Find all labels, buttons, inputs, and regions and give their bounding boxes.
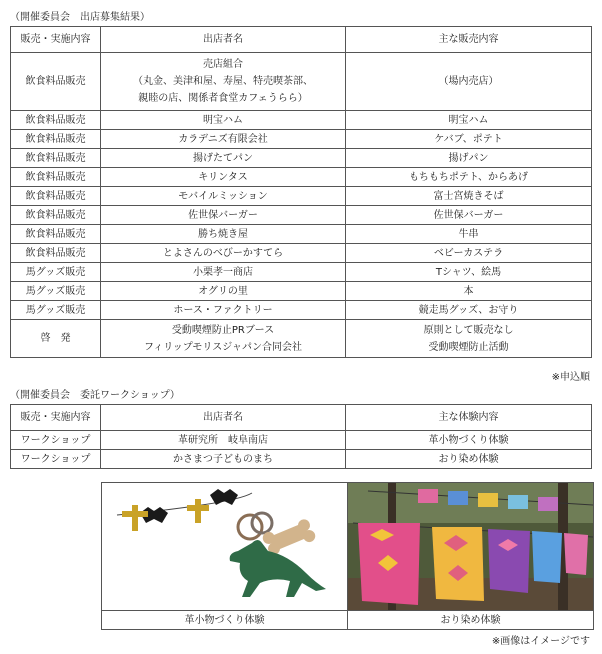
content-line: 原則として販売なし: [423, 324, 514, 336]
photo-captions: [102, 610, 593, 630]
cell-vendor: オグリの里: [101, 282, 346, 301]
leather-craft-photo: [102, 483, 348, 610]
cell-content: 佐世保バーガー: [346, 206, 592, 225]
key-ring: [238, 515, 262, 539]
cell-vendor: [101, 53, 346, 111]
dyed-cloth: [564, 533, 588, 575]
dyed-cloth: [488, 529, 530, 593]
table-row: [11, 168, 592, 187]
cell-content: 競走馬グッズ、お守り: [346, 301, 592, 320]
header-category: 販売・実施内容: [11, 27, 101, 53]
cell-vendor: [101, 320, 346, 358]
dyed-cloth: [532, 531, 562, 583]
table-row: [11, 130, 592, 149]
cell-vendor: とよさんのべびーかすてら: [101, 244, 346, 263]
header-content: 主な販売内容: [346, 27, 592, 53]
cell-category: 飲食料品販売: [11, 206, 101, 225]
cell-content: 揚げパン: [346, 149, 592, 168]
vendor-results-table: [10, 26, 592, 358]
header-content: 主な体験内容: [346, 405, 592, 431]
table-row: [11, 431, 592, 450]
vendor-line: フィリップモリスジャパン合同会社: [144, 341, 302, 353]
table-row: [11, 111, 592, 130]
section2-heading: （開催委員会 委託ワークショップ）: [10, 390, 180, 401]
cell-content: もちもちポテト、からあげ: [346, 168, 592, 187]
table-row: [11, 187, 592, 206]
cell-vendor: 佐世保バーガー: [101, 206, 346, 225]
section1-heading: （開催委員会 出店募集結果）: [10, 12, 150, 23]
vendor-line: 親睦の店、関係者食堂カフェうらら）: [138, 93, 308, 104]
content-line: 受動喫煙防止活動: [428, 341, 509, 353]
cell-content: （場内売店）: [346, 53, 592, 111]
cell-content: Tシャツ、絵馬: [346, 263, 592, 282]
cell-category: 啓 発: [11, 320, 101, 358]
cell-vendor: 革研究所 岐阜南店: [101, 431, 346, 450]
cell-vendor: カラデニズ有限会社: [101, 130, 346, 149]
cell-category: 飲食料品販売: [11, 53, 101, 111]
cell-content: 革小物づくり体験: [346, 431, 592, 450]
cell-content: 本: [346, 282, 592, 301]
cell-content: おり染め体験: [346, 450, 592, 469]
cell-content: 明宝ハム: [346, 111, 592, 130]
cell-category: 飲食料品販売: [11, 111, 101, 130]
cross-ornament: [187, 499, 209, 523]
cell-category: 飲食料品販売: [11, 149, 101, 168]
cell-category: 馬グッズ販売: [11, 263, 101, 282]
leather-craft-caption: 革小物づくり体験: [102, 611, 348, 630]
cell-vendor: かさまつ子どものまち: [101, 450, 346, 469]
table-row: [11, 206, 592, 225]
fold-dye-caption: おり染め体験: [440, 615, 501, 626]
cell-category: 飲食料品販売: [11, 244, 101, 263]
cell-category: 飲食料品販売: [11, 130, 101, 149]
cell-vendor: 明宝ハム: [101, 111, 346, 130]
leather-craft-illustration: [102, 483, 347, 610]
cell-vendor: 小栗孝一商店: [101, 263, 346, 282]
table-row: [11, 450, 592, 469]
vendor-line: （丸金、美津和屋、寿屋、特売喫茶部、: [133, 76, 313, 87]
cell-category: 飲食料品販売: [11, 168, 101, 187]
header-category: 販売・実施内容: [11, 405, 101, 431]
cell-category: ワークショップ: [11, 431, 101, 450]
table-row: [11, 149, 592, 168]
cell-content: [346, 320, 592, 358]
cell-vendor: ホース・ファクトリー: [101, 301, 346, 320]
cell-vendor: モバイルミッション: [101, 187, 346, 206]
cell-vendor: 揚げたてパン: [101, 149, 346, 168]
table-row: [11, 263, 592, 282]
cell-vendor: 勝ち焼き屋: [101, 225, 346, 244]
vendor-line: 売店組合: [203, 59, 243, 70]
vendor-line: 受動喫煙防止PRブース: [171, 324, 275, 336]
cell-category: 飲食料品販売: [11, 187, 101, 206]
header-vendor: 出店者名: [101, 405, 346, 431]
fold-dye-illustration: [348, 483, 593, 610]
table-row: [11, 301, 592, 320]
cell-vendor: キリンタス: [101, 168, 346, 187]
table-row: [11, 244, 592, 263]
cell-content: ベビーカステラ: [346, 244, 592, 263]
photo-panel: [101, 482, 594, 630]
application-order-note: ※申込順: [551, 372, 590, 383]
cell-content: 富士宮焼きそば: [346, 187, 592, 206]
cell-content: 牛串: [346, 225, 592, 244]
workshop-table: [10, 404, 592, 469]
table-row: [11, 225, 592, 244]
fold-dye-photo: [348, 483, 593, 610]
image-note: ※画像はイメージです: [491, 636, 590, 647]
header-vendor: 出店者名: [101, 27, 346, 53]
cell-category: 飲食料品販売: [11, 225, 101, 244]
cell-category: 馬グッズ販売: [11, 282, 101, 301]
cell-category: 馬グッズ販売: [11, 301, 101, 320]
cell-content: ケバブ、ポテト: [346, 130, 592, 149]
cell-category: ワークショップ: [11, 450, 101, 469]
table-row: [11, 282, 592, 301]
